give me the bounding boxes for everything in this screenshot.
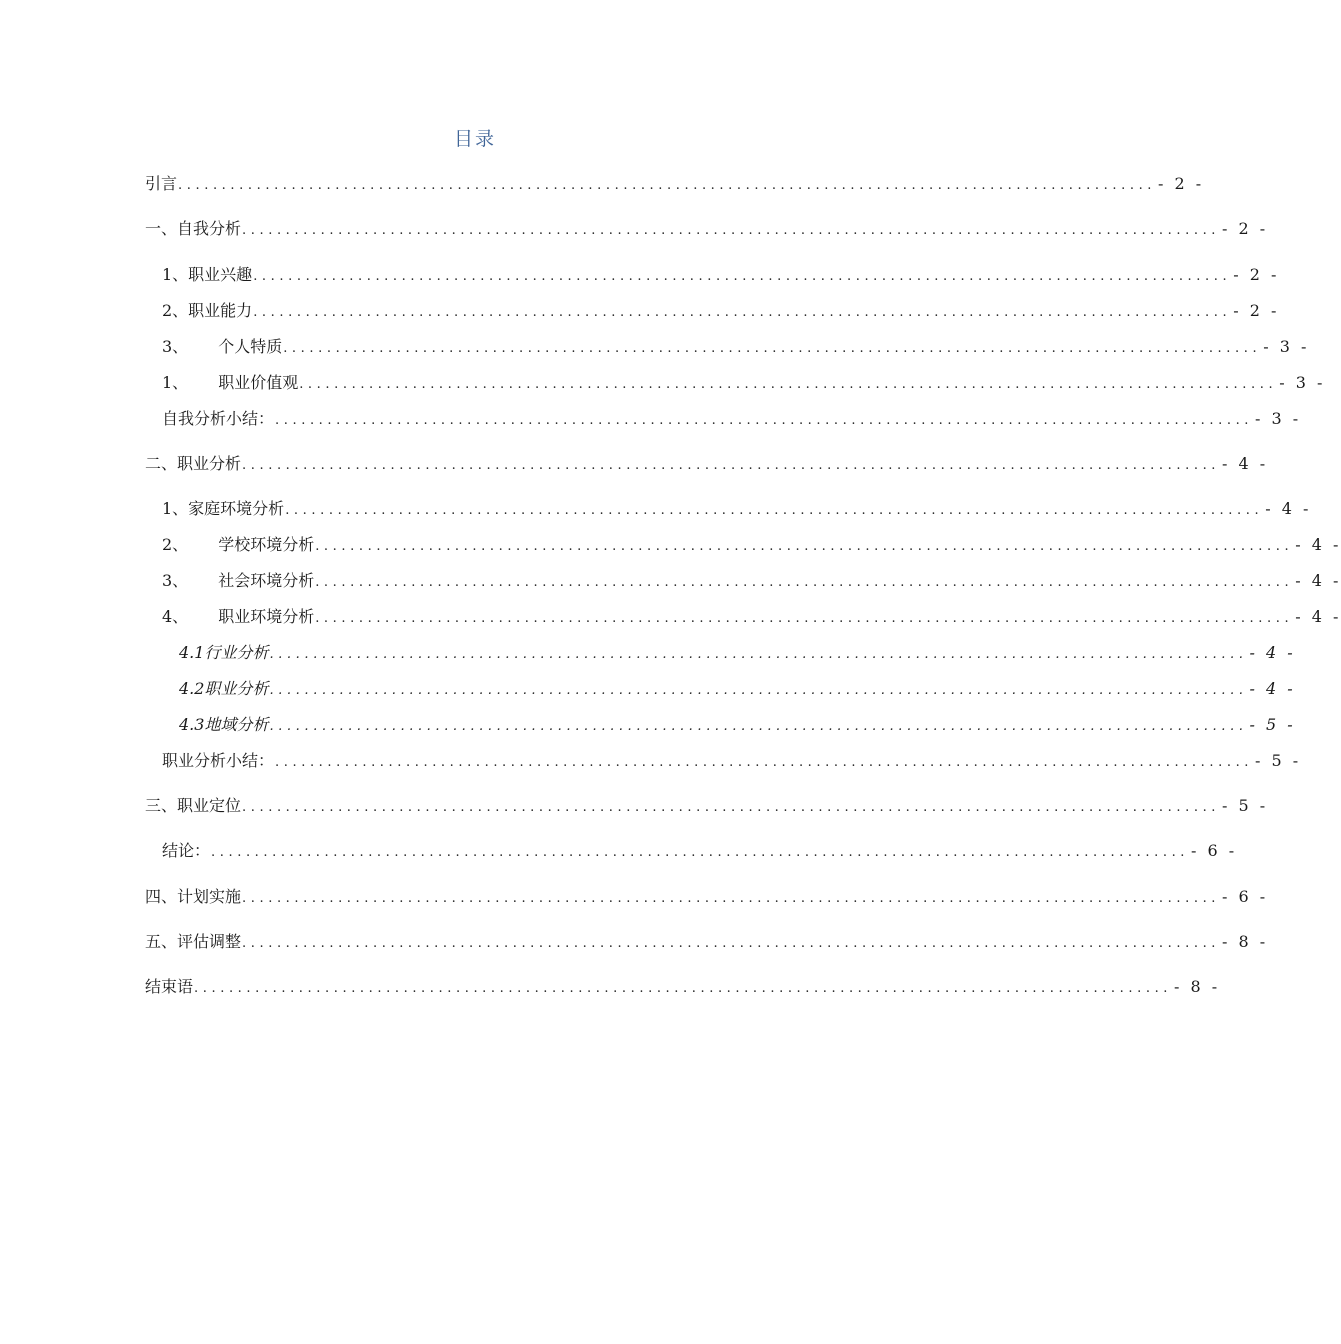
dot-leader: ................................................................................................................ bbox=[275, 755, 1254, 770]
dot-leader: ................................................................................................................ bbox=[299, 377, 1278, 392]
toc-entry-text: 引言 bbox=[145, 174, 178, 193]
toc-entry-text: 4.1行业分析 bbox=[179, 643, 269, 662]
toc-entry-text: 职业分析小结： bbox=[162, 751, 275, 770]
toc-entry-self-analysis[interactable] bbox=[145, 216, 1269, 242]
dot-leader: ................................................................................................................ bbox=[178, 178, 1157, 193]
toc-entry-text bbox=[162, 604, 315, 630]
toc-entry-social-environment[interactable] bbox=[145, 568, 1341, 594]
dot-leader: ................................................................................................................ bbox=[242, 800, 1221, 815]
toc-page-number: - 8 - bbox=[1174, 977, 1221, 996]
toc-entry-region-analysis[interactable] bbox=[145, 712, 1296, 738]
toc-entry-personal-traits[interactable] bbox=[145, 334, 1310, 360]
dot-leader: ................................................................................................................ bbox=[211, 845, 1190, 860]
dot-leader: ................................................................................................................ bbox=[283, 341, 1262, 356]
dot-leader: ................................................................................................................ bbox=[269, 647, 1248, 662]
toc-entry-career-positioning[interactable] bbox=[145, 793, 1269, 819]
toc-page-number: - 3 - bbox=[1279, 373, 1326, 392]
toc-page-number: - 5 - bbox=[1249, 715, 1296, 734]
toc-entry-text: 1、职业兴趣 bbox=[162, 265, 253, 284]
toc-page-number: - 5 - bbox=[1255, 751, 1302, 770]
toc-entry-occupation-analysis[interactable] bbox=[145, 676, 1296, 702]
toc-entry-text: 结论： bbox=[162, 841, 211, 860]
toc-entry-career-analysis-summary[interactable] bbox=[145, 748, 1302, 774]
toc-entry-text: 1、家庭环境分析 bbox=[162, 499, 285, 518]
toc-entry-label: 职业环境分析 bbox=[218, 607, 315, 626]
dot-leader: ................................................................................................................ bbox=[275, 413, 1254, 428]
toc-entry-career-ability[interactable] bbox=[145, 298, 1280, 324]
toc-entry-text bbox=[162, 532, 315, 558]
toc-page-number: - 6 - bbox=[1191, 841, 1238, 860]
toc-page-number: - 4 - bbox=[1295, 571, 1341, 590]
toc-entry-introduction[interactable] bbox=[145, 171, 1205, 197]
dot-leader: ................................................................................................................ bbox=[242, 458, 1221, 473]
toc-entry-text: 二、职业分析 bbox=[145, 454, 242, 473]
dot-leader: ................................................................................................................ bbox=[194, 981, 1173, 996]
dot-leader: ................................................................................................................ bbox=[253, 305, 1232, 320]
toc-title: 目录 bbox=[453, 128, 496, 150]
toc-page-number: - 5 - bbox=[1222, 796, 1269, 815]
toc-entry-label: 职业价值观 bbox=[218, 373, 299, 392]
dot-leader: ................................................................................................................ bbox=[315, 539, 1294, 554]
dot-leader: ................................................................................................................ bbox=[242, 891, 1221, 906]
toc-entry-text: 一、自我分析 bbox=[145, 219, 242, 238]
dot-leader: ................................................................................................................ bbox=[253, 269, 1232, 284]
toc-entry-number: 4、 bbox=[162, 607, 189, 626]
toc-entry-text: 五、评估调整 bbox=[145, 932, 242, 951]
toc-entry-career-interest[interactable] bbox=[145, 262, 1280, 288]
toc-entry-closing-remarks[interactable] bbox=[145, 974, 1221, 1000]
toc-entry-text: 4.3地域分析 bbox=[179, 715, 269, 734]
toc-page-number: - 8 - bbox=[1222, 932, 1269, 951]
dot-leader: ................................................................................................................ bbox=[285, 503, 1264, 518]
toc-entry-career-values[interactable] bbox=[145, 370, 1326, 396]
toc-entry-school-environment[interactable] bbox=[145, 532, 1341, 558]
toc-entry-text: 四、计划实施 bbox=[145, 887, 242, 906]
dot-leader: ................................................................................................................ bbox=[269, 683, 1248, 698]
toc-entry-number: 2、 bbox=[162, 535, 189, 554]
dot-leader: ................................................................................................................ bbox=[315, 575, 1294, 590]
dot-leader: ................................................................................................................ bbox=[242, 936, 1221, 951]
toc-entry-text bbox=[162, 334, 283, 360]
dot-leader: ................................................................................................................ bbox=[269, 719, 1248, 734]
toc-page-number: - 4 - bbox=[1222, 454, 1269, 473]
toc-entry-evaluation-adjustment[interactable] bbox=[145, 929, 1269, 955]
toc-entry-text bbox=[162, 568, 315, 594]
toc-entry-number: 3、 bbox=[162, 337, 189, 356]
toc-page-number: - 2 - bbox=[1222, 219, 1269, 238]
toc-entry-text: 三、职业定位 bbox=[145, 796, 242, 815]
toc-entry-text: 4.2职业分析 bbox=[179, 679, 269, 698]
toc-entry-text bbox=[162, 370, 299, 396]
toc-entry-text: 结束语 bbox=[145, 977, 194, 996]
toc-page-number: - 4 - bbox=[1249, 643, 1296, 662]
toc-entry-plan-implementation[interactable] bbox=[145, 884, 1269, 910]
dot-leader: ................................................................................................................ bbox=[315, 611, 1294, 626]
toc-entry-number: 1、 bbox=[162, 373, 189, 392]
toc-entry-industry-analysis[interactable] bbox=[145, 640, 1296, 666]
toc-page-number: - 3 - bbox=[1263, 337, 1310, 356]
toc-page-number: - 4 - bbox=[1295, 607, 1341, 626]
toc-entry-conclusion[interactable] bbox=[145, 838, 1238, 864]
toc-entry-text: 自我分析小结： bbox=[162, 409, 275, 428]
toc-page-number: - 2 - bbox=[1158, 174, 1205, 193]
toc-page-number: - 6 - bbox=[1222, 887, 1269, 906]
toc-page-number: - 3 - bbox=[1255, 409, 1302, 428]
toc-entry-label: 学校环境分析 bbox=[218, 535, 315, 554]
toc-page-number: - 2 - bbox=[1233, 265, 1280, 284]
toc-entry-label: 社会环境分析 bbox=[218, 571, 315, 590]
toc-entry-self-analysis-summary[interactable] bbox=[145, 406, 1302, 432]
toc-page-number: - 4 - bbox=[1295, 535, 1341, 554]
toc-page-number: - 2 - bbox=[1233, 301, 1280, 320]
dot-leader: ................................................................................................................ bbox=[242, 223, 1221, 238]
toc-entry-label: 个人特质 bbox=[218, 337, 283, 356]
toc-page-number: - 4 - bbox=[1249, 679, 1296, 698]
toc-entry-number: 3、 bbox=[162, 571, 189, 590]
toc-page-number: - 4 - bbox=[1265, 499, 1312, 518]
toc-entry-family-environment[interactable] bbox=[145, 496, 1312, 522]
toc-entry-text: 2、职业能力 bbox=[162, 301, 253, 320]
toc-entry-career-environment[interactable] bbox=[145, 604, 1341, 630]
toc-entry-career-analysis[interactable] bbox=[145, 451, 1269, 477]
